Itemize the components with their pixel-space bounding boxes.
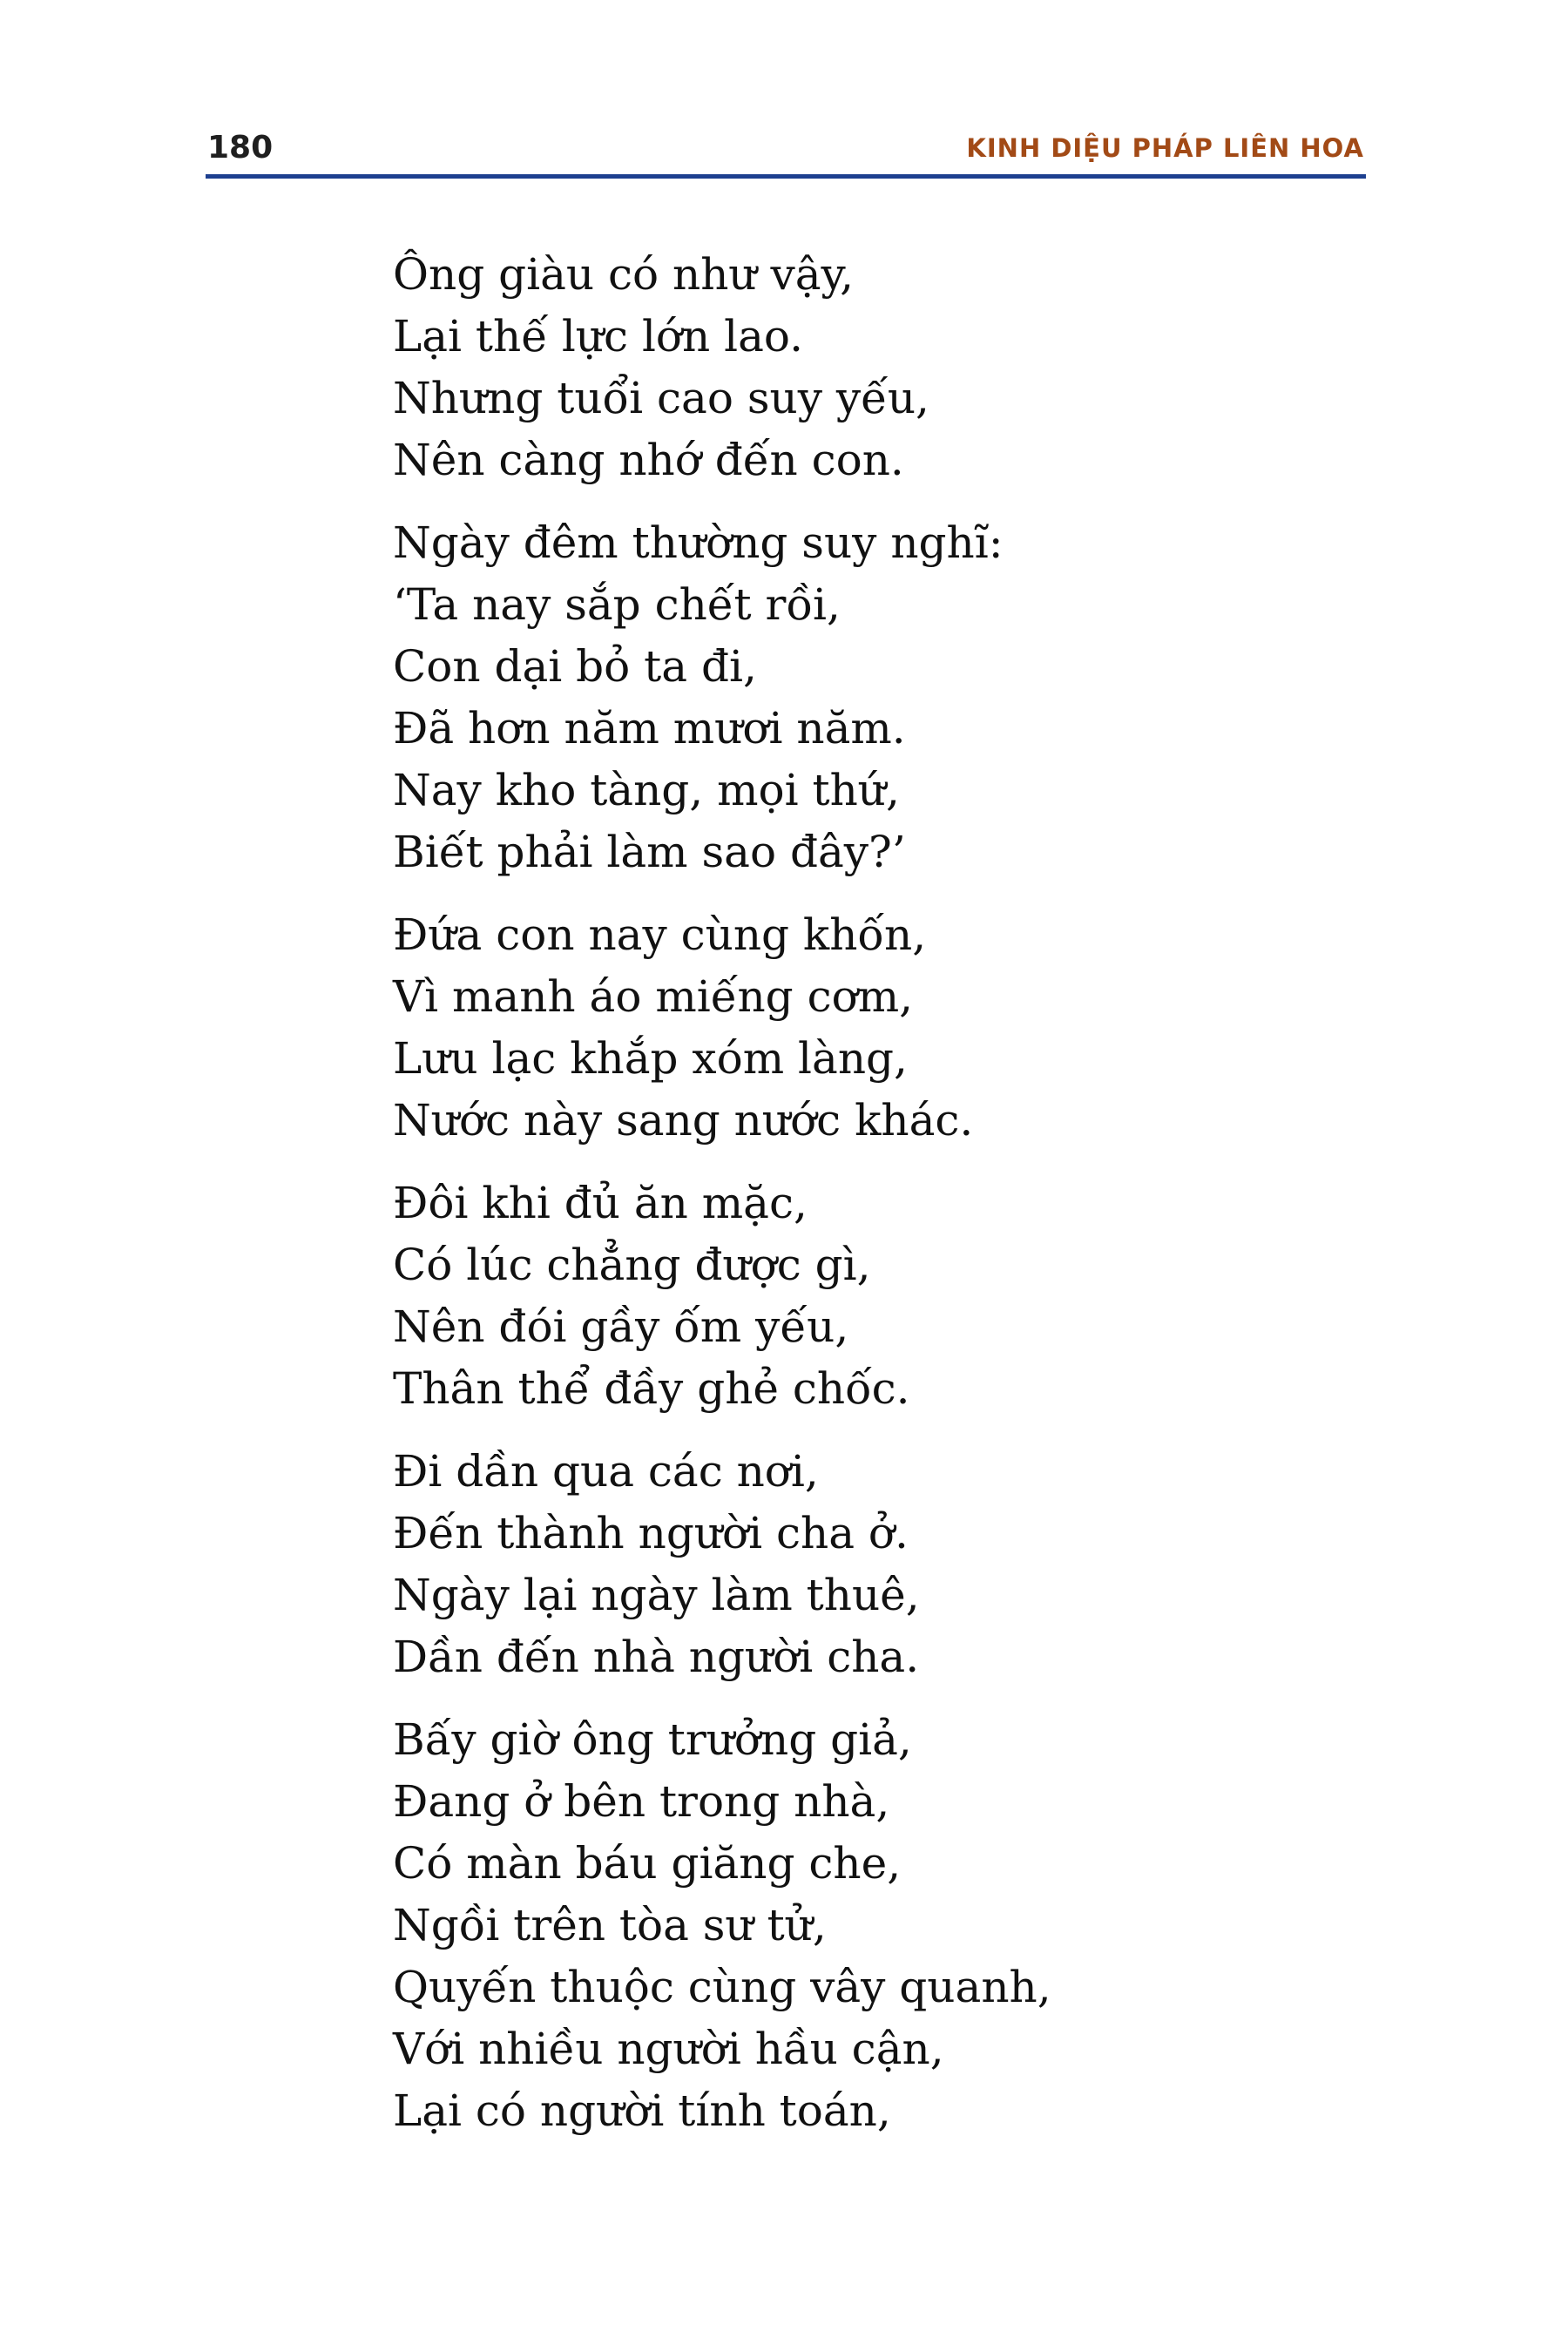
poem-line: Nên càng nhớ đến con.	[393, 435, 904, 485]
poem-line: ‘Ta nay sắp chết rồi,	[393, 579, 841, 630]
stanza	[393, 244, 1351, 491]
poem-line: Ngày đêm thường suy nghĩ:	[393, 517, 1004, 568]
stanza	[393, 1709, 1351, 2142]
poem-line: Có lúc chẳng được gì,	[393, 1240, 871, 1290]
poem-line: Đến thành người cha ở.	[393, 1508, 909, 1558]
poem-line: Đôi khi đủ ăn mặc,	[393, 1178, 808, 1228]
poem-line: Lưu lạc khắp xóm làng,	[393, 1033, 908, 1084]
poem-line: Lại có người tính toán,	[393, 2085, 891, 2136]
poem-line: Đang ở bên trong nhà,	[393, 1776, 890, 1827]
poem-line: Ngày lại ngày làm thuê,	[393, 1570, 920, 1620]
header-divider	[206, 174, 1366, 179]
poem-line: Với nhiều người hầu cận,	[393, 2024, 944, 2074]
poem-line: Vì manh áo miếng cơm,	[393, 971, 913, 1022]
poem-line: Dần đến nhà người cha.	[393, 1632, 920, 1682]
poem-body	[393, 244, 1351, 2163]
stanza	[393, 904, 1351, 1152]
poem-line: Thân thể đầy ghẻ chốc.	[393, 1363, 910, 1414]
poem-line: Nhưng tuổi cao suy yếu,	[393, 373, 929, 423]
running-title: KINH DIỆU PHÁP LIÊN HOA	[966, 133, 1364, 163]
poem-line: Nước này sang nước khác.	[393, 1095, 974, 1146]
poem-line: Đi dần qua các nơi,	[393, 1446, 819, 1497]
poem-line: Ngồi trên tòa sư tử,	[393, 1900, 827, 1950]
poem-line: Bấy giờ ông trưởng giả,	[393, 1714, 912, 1765]
poem-line: Biết phải làm sao đây?’	[393, 827, 906, 877]
poem-line: Nay kho tàng, mọi thứ,	[393, 765, 900, 815]
stanza	[393, 512, 1351, 883]
poem-line: Con dại bỏ ta đi,	[393, 641, 757, 692]
poem-line: Nên đói gầy ốm yếu,	[393, 1301, 849, 1352]
poem-line: Có màn báu giăng che,	[393, 1838, 902, 1889]
poem-line: Quyến thuộc cùng vây quanh,	[393, 1962, 1051, 2012]
stanza	[393, 1441, 1351, 1688]
poem-line: Đã hơn năm mươi năm.	[393, 703, 906, 754]
stanza	[393, 1173, 1351, 1420]
poem-line: Lại thế lực lớn lao.	[393, 311, 804, 362]
page-number: 180	[207, 130, 274, 166]
poem-line: Ông giàu có như vậy,	[393, 249, 855, 300]
poem-line: Đứa con nay cùng khốn,	[393, 909, 927, 960]
page-header	[206, 127, 1366, 169]
